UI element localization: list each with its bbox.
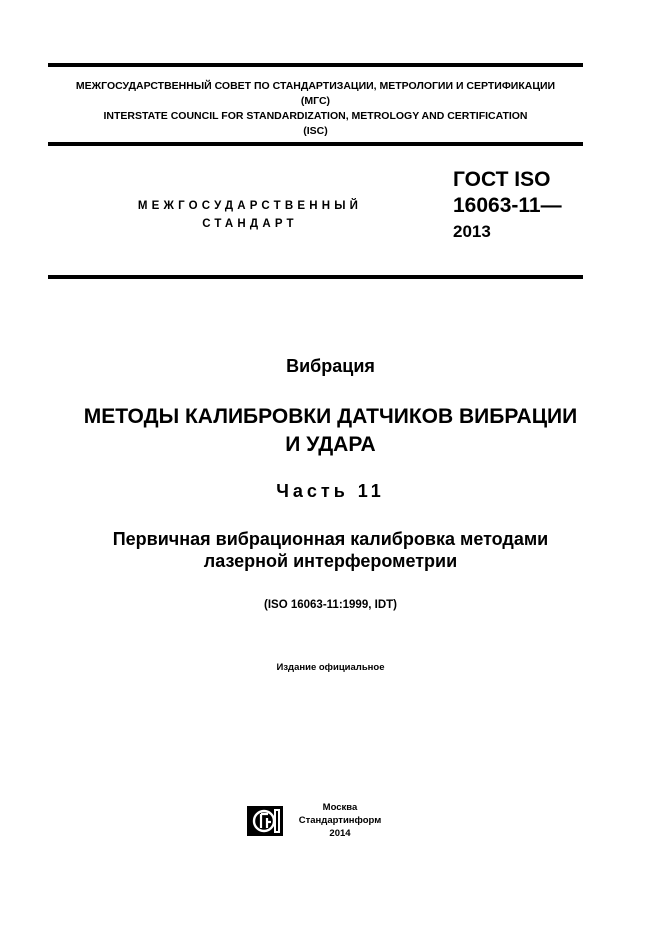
subtitle (0, 528, 661, 572)
standard-designation (453, 167, 562, 245)
title-subject: Вибрация (286, 356, 375, 376)
standard-type (100, 197, 400, 233)
designation-line3: 2013 (453, 222, 491, 241)
iso-reference: (ISO 16063-11:1999, IDT) (264, 599, 397, 611)
main-title-line2: И УДАРА (285, 433, 376, 456)
council-en-name: INTERSTATE COUNCIL FOR STANDARDIZATION, METROLOGY AND CERTIFICATION (103, 110, 528, 122)
standartinform-logo-icon (247, 806, 283, 836)
publisher-block (290, 801, 390, 840)
publisher-name: Стандартинформ (298, 815, 382, 826)
standard-type-line2: СТАНДАРТ (202, 218, 298, 230)
council-ru-name: МЕЖГОСУДАРСТВЕННЫЙ СОВЕТ ПО СТАНДАРТИЗАЦИИ, МЕТРОЛОГИИ И СЕРТИФИКАЦИИ (75, 80, 556, 92)
header-rule (48, 142, 583, 146)
main-title-line1: МЕТОДЫ КАЛИБРОВКИ ДАТЧИКОВ ВИБРАЦИИ (83, 405, 578, 428)
main-title (0, 403, 661, 459)
subtitle-line1: Первичная вибрационная калибровка методами (112, 529, 549, 549)
publisher-year: 2014 (329, 828, 351, 839)
standard-type-line1: МЕЖГОСУДАРСТВЕННЫЙ (137, 200, 363, 212)
council-header (48, 79, 583, 139)
subtitle-line2: лазерной интерферометрии (203, 551, 458, 571)
designation-line1: ГОСТ ISO (453, 168, 551, 191)
council-ru-abbr: (МГС) (300, 95, 331, 107)
council-en-abbr: (ISC) (303, 125, 328, 137)
edition-label: Издание официальное (276, 662, 385, 673)
top-rule (48, 63, 583, 67)
designation-line2: 16063-11— (453, 194, 562, 217)
part-number: Часть 11 (276, 481, 385, 501)
publisher-city: Москва (322, 802, 358, 813)
designation-rule (48, 275, 583, 279)
